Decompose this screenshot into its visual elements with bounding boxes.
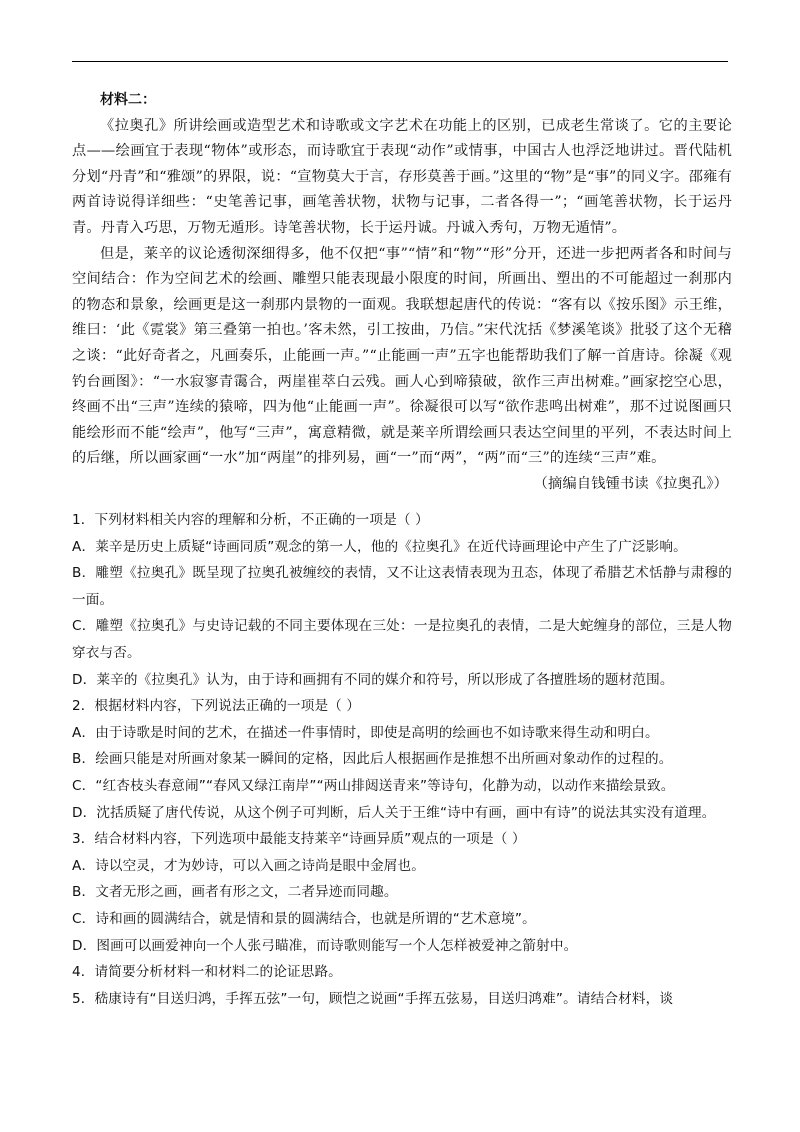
question-2-stem: 2．根据材料内容，下列说法正确的一项是（ ） xyxy=(72,698,361,715)
question-3-option-a: A．诗以空灵，才为妙诗，可以入画之诗尚是眼中金屑也。 xyxy=(72,857,426,874)
material-paragraph: 《拉奥孔》所讲绘画或造型艺术和诗歌或文字艺术在功能上的区别，已成老生常谈了。它的主要论点——绘画宜于表现“物体”或形态，而诗歌宜于表现“动作”或情事，中国古人也浮泛地讲过。晋代陆机分划“丹青”和“雅颂”的界限，说：“宣物莫大于言，存形莫善于画。”这里的“物”是“事”的同义字。邵雍有两首诗说得详细些：“史笔善记事，画笔善状物，状物与记事，二者各得一”；“画笔善状物，长于运丹青。丹青入巧思，万物无遁形。诗笔善状物，长于运丹诚。丹诚入秀句，万物无遁情”。 xyxy=(72,117,732,236)
question-3-option-c: C．诗和画的圆满结合，就是情和景的圆满结合，也就是所谓的“艺术意境”。 xyxy=(72,910,536,927)
header-rule xyxy=(72,61,728,62)
question-1-option-c: C．雕塑《拉奥孔》与史诗记载的不同主要体现在三处：一是拉奥孔的表情，二是大蛇缠身的部位，三是人物穿衣与否。 xyxy=(72,618,732,661)
question-2-option-c: C．“红杏枝头春意闹”“春风又绿江南岸”“两山排闼送青来”等诗句，化静为动，以动作来描绘景致。 xyxy=(72,777,675,794)
question-list xyxy=(72,507,732,1012)
question-3-option-d: D．图画可以画爱神向一个人张弓瞄准，而诗歌则能写一个人怎样被爱神之箭射中。 xyxy=(72,937,578,954)
question-3-stem: 3．结合材料内容，下列选项中最能支持莱辛“诗画异质”观点的一项是（ ） xyxy=(72,831,526,848)
material-source: （摘编自钱锺书读《拉奥孔》） xyxy=(533,475,728,492)
question-1-option-a: A．莱辛是历史上质疑“诗画同质”观念的第一人，他的《拉奥孔》在近代诗画理论中产生了广泛影响。 xyxy=(72,538,687,555)
question-3-option-b: B．文者无形之画，画者有形之文，二者异迹而同趣。 xyxy=(72,884,398,901)
question-2-option-a: A．由于诗歌是时间的艺术，在描述一件事情时，即使是高明的绘画也不如诗歌来得生动和明白。 xyxy=(72,724,659,741)
question-1-option-b: B．雕塑《拉奥孔》既呈现了拉奥孔被缠绞的表情，又不让这表情表现为丑态，体现了希腊艺术恬静与肃穆的一面。 xyxy=(72,565,732,608)
material-paragraph: 但是，莱辛的议论透彻深细得多，他不仅把“事”“情”和“物”“形”分开，还进一步把两者各和时间与空间结合：作为空间艺术的绘画、雕塑只能表现最小限度的时间，所画出、塑出的不可能超过一刹那内的物态和景象，绘画更是这一刹那内景物的一面观。我联想起唐代的传说：“客有以《按乐图》示王维，维曰：‘此《霓裳》第三叠第一拍也。’客未然，引工按曲，乃信。”宋代沈括《梦溪笔谈》批驳了这个无稽之谈：“此好奇者之，凡画奏乐，止能画一声。”“止能画一声”五字也能帮助我们了解一首唐诗。徐凝《观钓台画图》：“一水寂寥青霭合，两崖崔萃白云残。画人心到啼猿破，欲作三声出树难。”画家挖空心思，终画不出“三声”连续的猿啼，四为他“止能画一声”。徐凝很可以写“欲作悲鸣出树难”，那不过说图画只能绘形而不能“绘声”，他写“三声”，寓意精微，就是莱辛所谓绘画只表达空间里的平列，不表达时间上的后继，所以画家画“一水”加“两崖”的排列易，画“一”而“两”，“两”而“三”的连续“三声”难。 xyxy=(72,245,732,467)
material-two xyxy=(72,88,732,498)
material-heading: 材料二： xyxy=(100,92,156,108)
question-5-stem: 5．嵇康诗有“目送归鸿，手挥五弦”一句，顾恺之说画“手挥五弦易，目送归鸿难”。请结合材料，谈 xyxy=(72,990,674,1007)
question-2-option-b: B．绘画只能是对所画对象某一瞬间的定格，因此后人根据画作是推想不出所画对象动作的过程的。 xyxy=(72,751,673,768)
question-1-stem: 1．下列材料相关内容的理解和分析，不正确的一项是（ ） xyxy=(72,512,429,528)
question-2-option-d: D．沈括质疑了唐代传说，从这个例子可判断，后人关于王维“诗中有画，画中有诗”的说法其实没有道理。 xyxy=(72,804,716,821)
question-1-option-d: D．莱辛的《拉奥孔》认为，由于诗和画拥有不同的媒介和符号，所以形成了各擅胜场的题材范围。 xyxy=(72,671,674,688)
question-4-stem: 4．请简要分析材料一和材料二的论证思路。 xyxy=(72,964,342,981)
